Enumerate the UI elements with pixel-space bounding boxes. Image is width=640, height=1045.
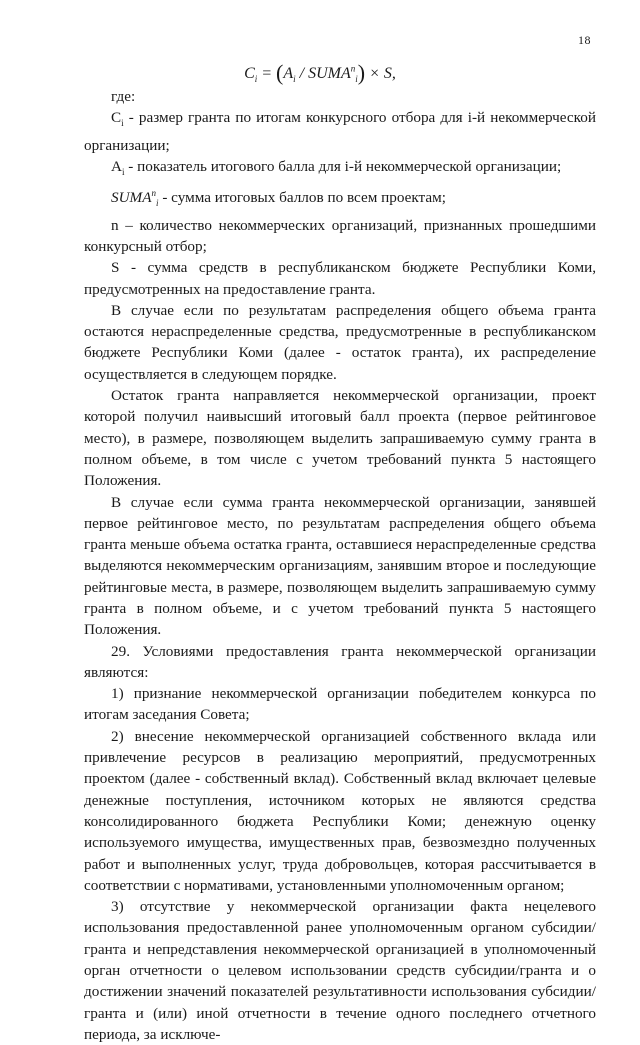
definition-ci bbox=[84, 107, 596, 156]
paragraph-clause-29: 29. Условиями предоставления гранта некоммерческой организации являются: bbox=[84, 642, 596, 681]
formula-suma: SUMA bbox=[308, 65, 351, 82]
suma-symbol bbox=[111, 188, 159, 209]
ai-sub: i bbox=[121, 166, 125, 177]
formula-suma-sup: n bbox=[350, 63, 356, 74]
paragraph-condition-1: 1) признание некоммерческой организации победителем конкурса по итогам заседания Совета; bbox=[84, 685, 596, 724]
definition-n: n – количество некоммерческих организаций, признанных прошедшими конкурсный отбор; bbox=[84, 216, 596, 255]
suma-text: - сумма итоговых баллов по всем проектам; bbox=[158, 189, 446, 207]
formula-a: A bbox=[283, 65, 294, 82]
ci-sub: i bbox=[121, 118, 124, 129]
formula-lhs: C bbox=[244, 65, 255, 82]
suma-symbol-text: SUMA bbox=[111, 189, 152, 207]
ai-text: - показатель итогового балла для i-й некоммерческой организации; bbox=[124, 157, 562, 175]
definition-suma bbox=[84, 183, 596, 214]
document-body bbox=[84, 86, 596, 1045]
where-label: где: bbox=[111, 88, 136, 105]
definition-s: S - сумма средств в республиканском бюджете Республики Коми, предусмотренных на предоставление гранта. bbox=[84, 259, 596, 298]
suma-sup: n bbox=[151, 188, 156, 199]
ai-symbol: A bbox=[111, 157, 122, 175]
paragraph-remaining-funds: В случае если по результатам распределения общего объема гранта остаются нераспределенные средства, предусмотренные в республиканском бюджете Республики Коми (далее - остаток гранта), их распределение осуществляется в следующем порядке. bbox=[84, 301, 596, 383]
formula-open-paren: ( bbox=[276, 60, 284, 85]
paragraph-condition-2: 2) внесение некоммерческой организацией собственного вклада или привлечение ресурсов в реализацию мероприятий, предусмотренных проектом (далее - собственный вклад). Собственный вклад включает целевые денежные поступления, источником которых не являются средства консолидированного бюджета Республики Коми; денежную оценку используемого имущества, имущественных прав, безвозмездно полученных работ и выполненных услуг, труда добровольцев, которая рассчитывается в соответствии с нормативами, установленными уполномоченным органом; bbox=[84, 727, 596, 894]
paragraph-condition-3: 3) отсутствие у некоммерческой организации факта нецелевого использования предоставленной ранее уполномоченным органом субсидии/гранта и непредставления некоммерческой организацией в уполномоченный орган отчетности о целевом использовании средств субсидии/гранта и о достижении значений показателей результативности использования субсидии/гранта и (или) иной отчетности в течение одного последнего отчетного периода, за исключе- bbox=[84, 898, 596, 1043]
formula-eq: = bbox=[257, 65, 277, 82]
formula-lhs-sub: i bbox=[254, 74, 258, 85]
formula-a-sub: i bbox=[293, 74, 296, 85]
ci-symbol: C bbox=[111, 109, 122, 127]
paragraph-further-allocation: В случае если сумма гранта некоммерческой организации, занявшей первое рейтинговое место, по результатам распределения общего объема гранта меньше объема остатка гранта, оставшиеся нераспределенные средства выделяются некоммерческим организациям, занявшим второе и последующие рейтинговые места, в размере, позволяющем выделить запрашиваемую сумму гранта в полном объеме, и с учетом требований пункта 5 настоящего Положения. bbox=[84, 493, 596, 639]
ci-text: - размер гранта по итогам конкурсного отбора для i-й некоммерческой организации; bbox=[84, 109, 596, 154]
page-number: 18 bbox=[578, 33, 591, 47]
formula-slash: / bbox=[295, 65, 309, 82]
paragraph-remaining-allocation: Остаток гранта направляется некоммерческой организации, проект которой получил наивысший итоговый балл проекта (первое рейтинговое место), в размере, позволяющем выделить запрашиваемую сумму гранта в полном объеме, в том числе с учетом требований пункта 5 настоящего Положения. bbox=[84, 387, 596, 490]
formula-close-paren: ) bbox=[357, 60, 366, 85]
formula-times: × S, bbox=[365, 65, 396, 82]
definition-ai bbox=[84, 156, 596, 183]
grant-formula bbox=[0, 60, 640, 86]
formula-suma-sub: i bbox=[355, 74, 358, 85]
suma-sub: i bbox=[156, 198, 159, 209]
